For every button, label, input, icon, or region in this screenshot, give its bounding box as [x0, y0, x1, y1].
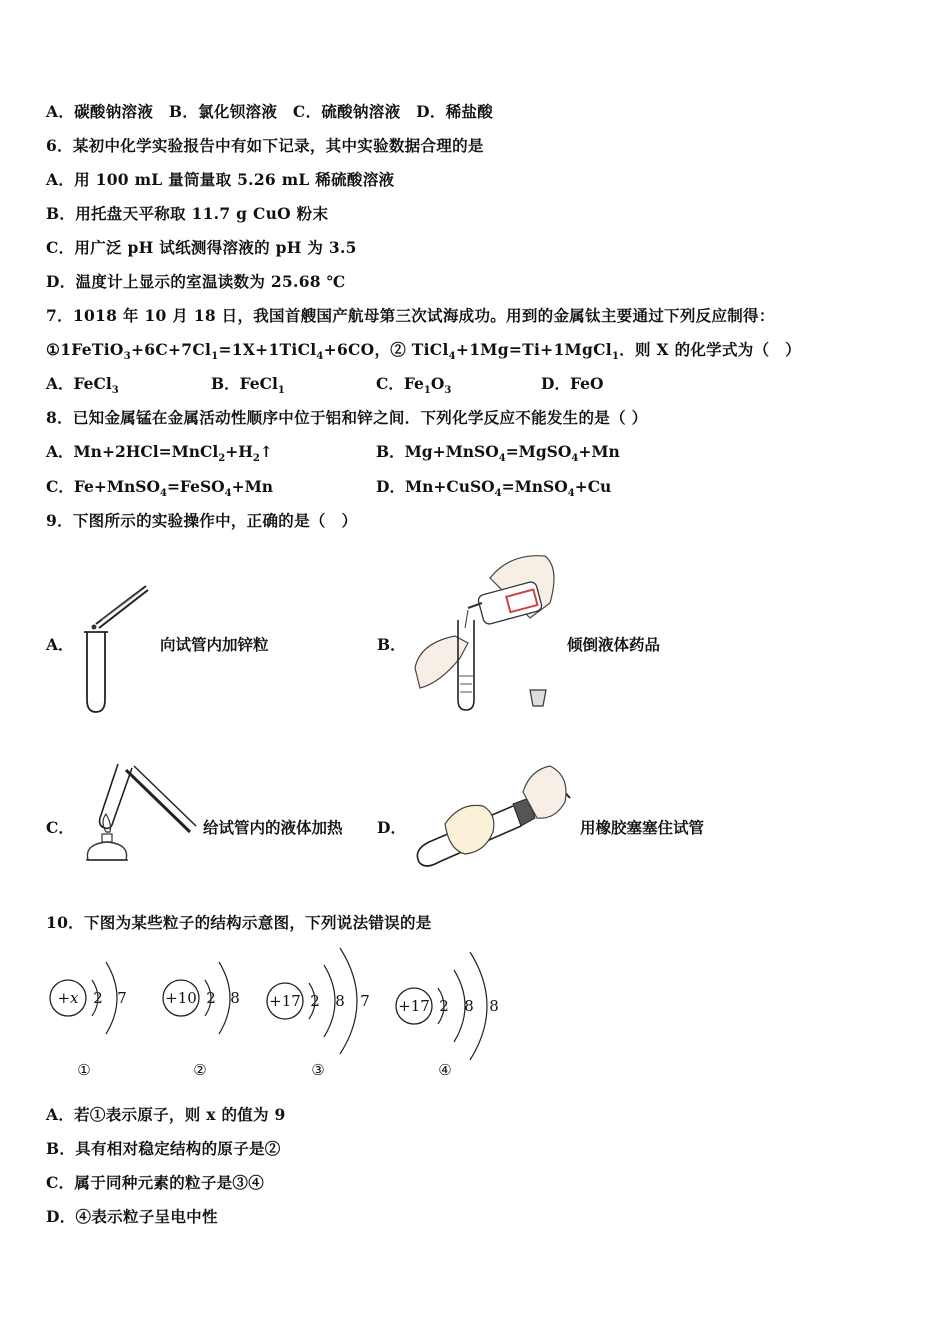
q6-option-b: B．用托盘天平称取 11.7 g CuO 粉末	[46, 204, 329, 223]
atom-1-shell-1: 2	[93, 989, 103, 1007]
atom-diagram-1	[50, 962, 127, 1079]
atom-3-shell-3: 7	[360, 992, 370, 1010]
atom-2-shell-2: 8	[230, 989, 240, 1007]
atom-1-index: ①	[77, 1061, 91, 1079]
atom-1-shell-2: 7	[117, 989, 127, 1007]
atom-diagram-3	[267, 948, 370, 1079]
q9-d-label: D．	[377, 818, 406, 837]
q9-a-label: A．	[46, 635, 74, 654]
atom-4-nucleus: +17	[398, 997, 430, 1015]
q10-option-a: A．若①表示原子，则 x 的值为 9	[46, 1105, 286, 1124]
q10-option-c: C．属于同种元素的粒子是③④	[46, 1173, 265, 1192]
atom-3-shell-2: 8	[335, 992, 345, 1010]
q9-c-caption: 给试管内的液体加热	[203, 818, 343, 837]
atom-structure-diagrams	[44, 948, 514, 1088]
q6-stem: 6．某初中化学实验报告中有如下记录，其中实验数据合理的是	[46, 136, 484, 155]
q7-equations: $①1FeTiO_3+6C+7Cl_1=1X+1TiCl_4+6CO$，② TiCl$_4$+1Mg=Ti+1MgCl$_1$．则 X 的化学式为（ ）	[46, 340, 801, 363]
figure-pour-liquid	[410, 548, 560, 718]
atom-1-nucleus: +x	[57, 989, 79, 1007]
q9-a-caption: 向试管内加锌粒	[160, 635, 269, 654]
q9-b-caption: 倾倒液体药品	[567, 635, 661, 654]
atom-diagram-4	[396, 952, 499, 1079]
atom-2-nucleus: +10	[165, 989, 197, 1007]
q7-stem: 7．1018 年 10 月 18 日，我国首艘国产航母第三次试海成功。用到的金属钛主要通过下列反应制得：	[46, 306, 775, 325]
atom-3-nucleus: +17	[269, 992, 301, 1010]
q8-option-b: B．Mg+MnSO$_4$=MgSO$_4$+Mn	[376, 442, 620, 465]
q10-option-d: D．④表示粒子呈电中性	[46, 1207, 218, 1226]
q9-stem: 9．下图所示的实验操作中，正确的是（ ）	[46, 511, 358, 530]
atom-4-shell-2: 8	[464, 997, 474, 1015]
q10-option-b: B．具有相对稳定结构的原子是②	[46, 1139, 281, 1158]
figure-stopper-test-tube	[405, 762, 575, 872]
q7-option-a: A．FeCl$_3$	[46, 374, 119, 397]
figure-heat-liquid	[78, 760, 203, 870]
atom-3-index: ③	[311, 1061, 325, 1079]
q9-c-label: C．	[46, 818, 74, 837]
q8-option-a: A．$Mn+2HCl=MnCl_2+H_2↑$	[46, 442, 273, 465]
q7-option-c: C．$Fe_1O_3$	[376, 374, 452, 397]
q8-stem: 8．已知金属锰在金属活动性顺序中位于铝和锌之间．下列化学反应不能发生的是（ ）	[46, 408, 648, 427]
q7-option-b: B．FeCl$_1$	[211, 374, 285, 397]
q6-option-c: C．用广泛 pH 试纸测得溶液的 pH 为 3.5	[46, 238, 357, 257]
q8-option-c: C．Fe+MnSO$_4$=FeSO$_4$+Mn	[46, 477, 274, 500]
q10-stem: 10．下图为某些粒子的结构示意图，下列说法错误的是	[46, 913, 432, 932]
atom-4-index: ④	[438, 1061, 452, 1079]
q5-options: A．碳酸钠溶液 B．氯化钡溶液 C．硫酸钠溶液 D．稀盐酸	[46, 102, 494, 121]
atom-2-shell-1: 2	[206, 989, 216, 1007]
atom-4-shell-1: 2	[439, 997, 449, 1015]
q6-option-a: A．用 100 mL 量筒量取 5.26 mL 稀硫酸溶液	[46, 170, 395, 189]
atom-3-shell-1: 2	[310, 992, 320, 1010]
atom-diagram-2	[163, 962, 240, 1079]
q7-option-d: D．FeO	[541, 374, 604, 393]
atom-2-index: ②	[193, 1061, 207, 1079]
q8-option-d: D．Mn+CuSO$_4$=MnSO$_4$+Cu	[376, 477, 612, 500]
q6-option-d: D．温度计上显示的室温读数为 25.68 ℃	[46, 272, 346, 291]
q9-b-label: B．	[377, 635, 406, 654]
q9-d-caption: 用橡胶塞塞住试管	[580, 818, 705, 837]
figure-add-zinc-to-test-tube	[78, 582, 158, 717]
atom-4-shell-3: 8	[489, 997, 499, 1015]
